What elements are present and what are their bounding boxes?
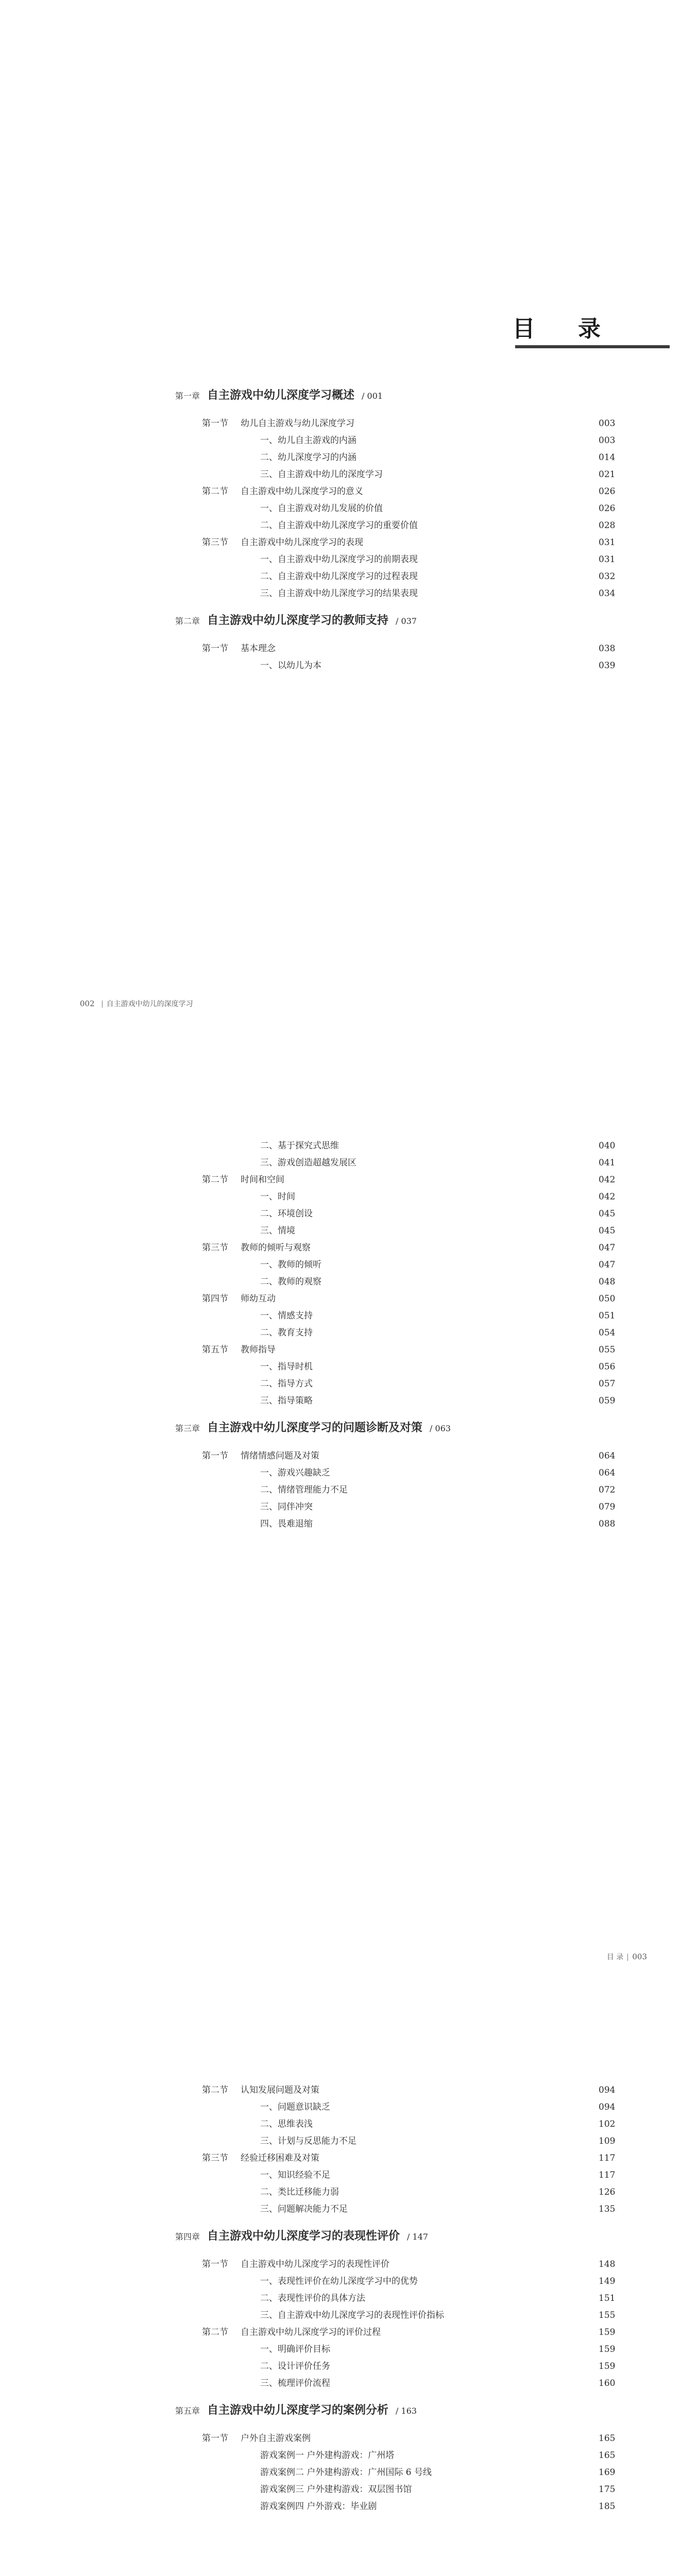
- section-number: 第一节: [202, 2259, 228, 2269]
- page-number: 054: [599, 1328, 616, 1338]
- section-number: 第二节: [202, 2085, 228, 2095]
- title-rule: [515, 345, 670, 348]
- page-number: 175: [599, 2484, 616, 2495]
- page-number: 042: [599, 1175, 616, 1185]
- section-number: 第三节: [202, 1243, 228, 1253]
- page-number: 117: [599, 2153, 616, 2163]
- section-number: 第三节: [202, 537, 228, 548]
- page-number: 102: [599, 2119, 616, 2129]
- page-number: 057: [599, 1379, 616, 1389]
- chapter-number: 第二章: [175, 616, 200, 626]
- running-header: [607, 1952, 650, 1962]
- section-number: 第一节: [202, 2433, 228, 2444]
- section-number: 第五节: [202, 1345, 228, 1355]
- subsection-title: 二、类比迁移能力弱: [260, 2187, 339, 2197]
- chapter-page: / 163: [396, 2406, 417, 2416]
- subsection-title: 三、计划与反思能力不足: [260, 2136, 356, 2146]
- section-title: 教师指导: [241, 1345, 276, 1355]
- page-number: 003: [599, 418, 616, 429]
- subsection-title: 三、同伴冲突: [260, 1502, 313, 1512]
- page-number: 014: [599, 452, 616, 463]
- toc-page-3: [0, 1906, 681, 2576]
- page-number: 072: [599, 1485, 616, 1495]
- section-number: 第二节: [202, 1175, 228, 1185]
- subsection-title: 二、指导方式: [260, 1379, 313, 1389]
- subsection-title: 二、教师的观察: [260, 1277, 321, 1287]
- subsection-title: 一、知识经验不足: [260, 2170, 330, 2180]
- page-number: 048: [599, 1277, 616, 1287]
- page-number: 045: [599, 1226, 616, 1236]
- section-title: 认知发展问题及对策: [241, 2085, 319, 2095]
- page-number: 028: [599, 520, 616, 531]
- section-number: 第四节: [202, 1294, 228, 1304]
- page-number: 149: [599, 2276, 616, 2286]
- chapter-page: / 001: [362, 391, 383, 401]
- subsection-title: 三、问题解决能力不足: [260, 2204, 348, 2214]
- section-title: 时间和空间: [241, 1175, 284, 1185]
- page-number: 047: [599, 1243, 616, 1253]
- chapter-page: / 147: [407, 2232, 429, 2242]
- page-number: 135: [599, 2204, 616, 2214]
- chapter-number: 第三章: [175, 1423, 200, 1433]
- page-number: 155: [599, 2310, 616, 2320]
- subsection-title: 二、自主游戏中幼儿深度学习的过程表现: [260, 571, 418, 582]
- section-title: 自主游戏中幼儿深度学习的意义: [241, 486, 363, 497]
- section-title: 户外自主游戏案例: [241, 2433, 311, 2444]
- subsection-title: 二、表现性评价的具体方法: [260, 2293, 365, 2303]
- page-number: 050: [599, 1294, 616, 1304]
- page-number: 026: [599, 503, 616, 514]
- page-number: 109: [599, 2136, 616, 2146]
- subsection-title: 二、自主游戏中幼儿深度学习的重要价值: [260, 520, 418, 531]
- subsection-title: 二、思维表浅: [260, 2119, 313, 2129]
- subsection-title: 三、自主游戏中幼儿深度学习的结果表现: [260, 588, 418, 599]
- section-title: 幼儿自主游戏与幼儿深度学习: [241, 418, 354, 429]
- page-number: 039: [599, 660, 616, 671]
- section-title: 教师的倾听与观察: [241, 1243, 311, 1253]
- subsection-title: 游戏案例一 户外建构游戏：广州塔: [260, 2450, 395, 2461]
- chapter-head: 目 录: [606, 1953, 624, 1961]
- page-number: 059: [599, 1396, 616, 1406]
- page-number: 159: [599, 2327, 616, 2337]
- subsection-title: 二、教育支持: [260, 1328, 313, 1338]
- page-number: 038: [599, 643, 616, 654]
- section-number: 第一节: [202, 1451, 228, 1461]
- page-number: 165: [599, 2450, 616, 2461]
- subsection-title: 一、教师的倾听: [260, 1260, 321, 1270]
- toc-page-2: [0, 953, 681, 1906]
- page-number: 148: [599, 2259, 616, 2269]
- chapter-title: 自主游戏中幼儿深度学习的表现性评价: [207, 2229, 400, 2243]
- page-number: 031: [599, 554, 616, 565]
- section-number: 第一节: [202, 418, 228, 429]
- subsection-title: 三、情境: [260, 1226, 295, 1236]
- subsection-title: 三、指导策略: [260, 1396, 313, 1406]
- page-number: 064: [599, 1468, 616, 1478]
- subsection-title: 四、畏难退缩: [260, 1519, 313, 1529]
- section-title: 自主游戏中幼儿深度学习的表现: [241, 537, 363, 548]
- subsection-title: 游戏案例三 户外建构游戏：双层图书馆: [260, 2484, 412, 2495]
- chapter-title: 自主游戏中幼儿深度学习的案例分析: [207, 2403, 389, 2417]
- page-number: 159: [599, 2361, 616, 2371]
- subsection-title: 一、游戏兴趣缺乏: [260, 1468, 330, 1478]
- page-number: 088: [599, 1519, 616, 1529]
- section-number: 第三节: [202, 2153, 228, 2163]
- section-title: 情绪情感问题及对策: [241, 1451, 319, 1461]
- page-number: 003: [599, 435, 616, 446]
- chapter-number: 第四章: [175, 2232, 200, 2242]
- folio: 002: [80, 999, 95, 1008]
- subsection-title: 一、指导时机: [260, 1362, 313, 1372]
- header-divider: [627, 1954, 628, 1961]
- subsection-title: 一、情感支持: [260, 1311, 313, 1321]
- chapter-number: 第五章: [175, 2406, 200, 2416]
- page-number: 056: [599, 1362, 616, 1372]
- page-number: 051: [599, 1311, 616, 1321]
- section-number: 第一节: [202, 643, 228, 654]
- page-number: 042: [599, 1192, 616, 1202]
- page-number: 079: [599, 1502, 616, 1512]
- subsection-title: 游戏案例二 户外建构游戏：广州国际 6 号线: [260, 2467, 432, 2478]
- subsection-title: 二、基于探究式思维: [260, 1141, 339, 1151]
- page-number: 094: [599, 2102, 616, 2112]
- page-number: 041: [599, 1158, 616, 1168]
- subsection-title: 三、自主游戏中幼儿的深度学习: [260, 469, 383, 480]
- subsection-title: 二、情绪管理能力不足: [260, 1485, 348, 1495]
- folio: 003: [632, 1952, 647, 1961]
- page-number: 055: [599, 1345, 616, 1355]
- page-number: 185: [599, 2501, 616, 2512]
- subsection-title: 三、自主游戏中幼儿深度学习的表现性评价指标: [260, 2310, 444, 2320]
- page-number: 032: [599, 571, 616, 582]
- running-title: 自主游戏中幼儿的深度学习: [106, 1000, 193, 1008]
- page-number: 160: [599, 2378, 616, 2388]
- page-number: 047: [599, 1260, 616, 1270]
- page-number: 026: [599, 486, 616, 497]
- page-number: 117: [599, 2170, 616, 2180]
- subsection-title: 三、游戏创造超越发展区: [260, 1158, 356, 1168]
- subsection-title: 二、幼儿深度学习的内涵: [260, 452, 356, 463]
- section-title: 基本理念: [241, 643, 276, 654]
- chapter-title: 自主游戏中幼儿深度学习概述: [207, 388, 355, 402]
- section-number: 第二节: [202, 2327, 228, 2337]
- subsection-title: 一、以幼儿为本: [260, 660, 321, 671]
- subsection-title: 二、设计评价任务: [260, 2361, 330, 2371]
- section-title: 自主游戏中幼儿深度学习的表现性评价: [241, 2259, 389, 2269]
- section-title: 经验迁移困难及对策: [241, 2153, 319, 2163]
- chapter-title: 自主游戏中幼儿深度学习的教师支持: [207, 614, 389, 627]
- header-divider: [102, 1001, 103, 1008]
- subsection-title: 一、自主游戏中幼儿深度学习的前期表现: [260, 554, 418, 565]
- page-number: 151: [599, 2293, 616, 2303]
- subsection-title: 三、梳理评价流程: [260, 2378, 330, 2388]
- subsection-title: 一、幼儿自主游戏的内涵: [260, 435, 356, 446]
- page-number: 094: [599, 2085, 616, 2095]
- page-number: 169: [599, 2467, 616, 2478]
- subsection-title: 一、时间: [260, 1192, 295, 1202]
- page-number: 031: [599, 537, 616, 548]
- page-number: 126: [599, 2187, 616, 2197]
- subsection-title: 一、问题意识缺乏: [260, 2102, 330, 2112]
- chapter-number: 第一章: [175, 391, 200, 401]
- toc-page-1: [0, 0, 681, 953]
- section-title: 师幼互动: [241, 1294, 276, 1304]
- subsection-title: 一、自主游戏对幼儿发展的价值: [260, 503, 383, 514]
- section-title: 自主游戏中幼儿深度学习的评价过程: [241, 2327, 381, 2337]
- chapter-page: / 037: [396, 616, 417, 626]
- subsection-title: 二、环境创设: [260, 1209, 313, 1219]
- subsection-title: 一、明确评价目标: [260, 2344, 330, 2354]
- page-number: 045: [599, 1209, 616, 1219]
- chapter-title: 自主游戏中幼儿深度学习的问题诊断及对策: [207, 1421, 423, 1434]
- toc-title: 目 录: [512, 316, 618, 342]
- page-number: 040: [599, 1141, 616, 1151]
- page-number: 165: [599, 2433, 616, 2444]
- subsection-title: 游戏案例四 户外游戏：毕业剧: [260, 2501, 377, 2512]
- page-number: 159: [599, 2344, 616, 2354]
- chapter-page: / 063: [430, 1423, 451, 1433]
- page-number: 034: [599, 588, 616, 599]
- section-number: 第二节: [202, 486, 228, 497]
- page-number: 064: [599, 1451, 616, 1461]
- running-header: [80, 998, 193, 1009]
- page-number: 021: [599, 469, 616, 480]
- subsection-title: 一、表现性评价在幼儿深度学习中的优势: [260, 2276, 418, 2286]
